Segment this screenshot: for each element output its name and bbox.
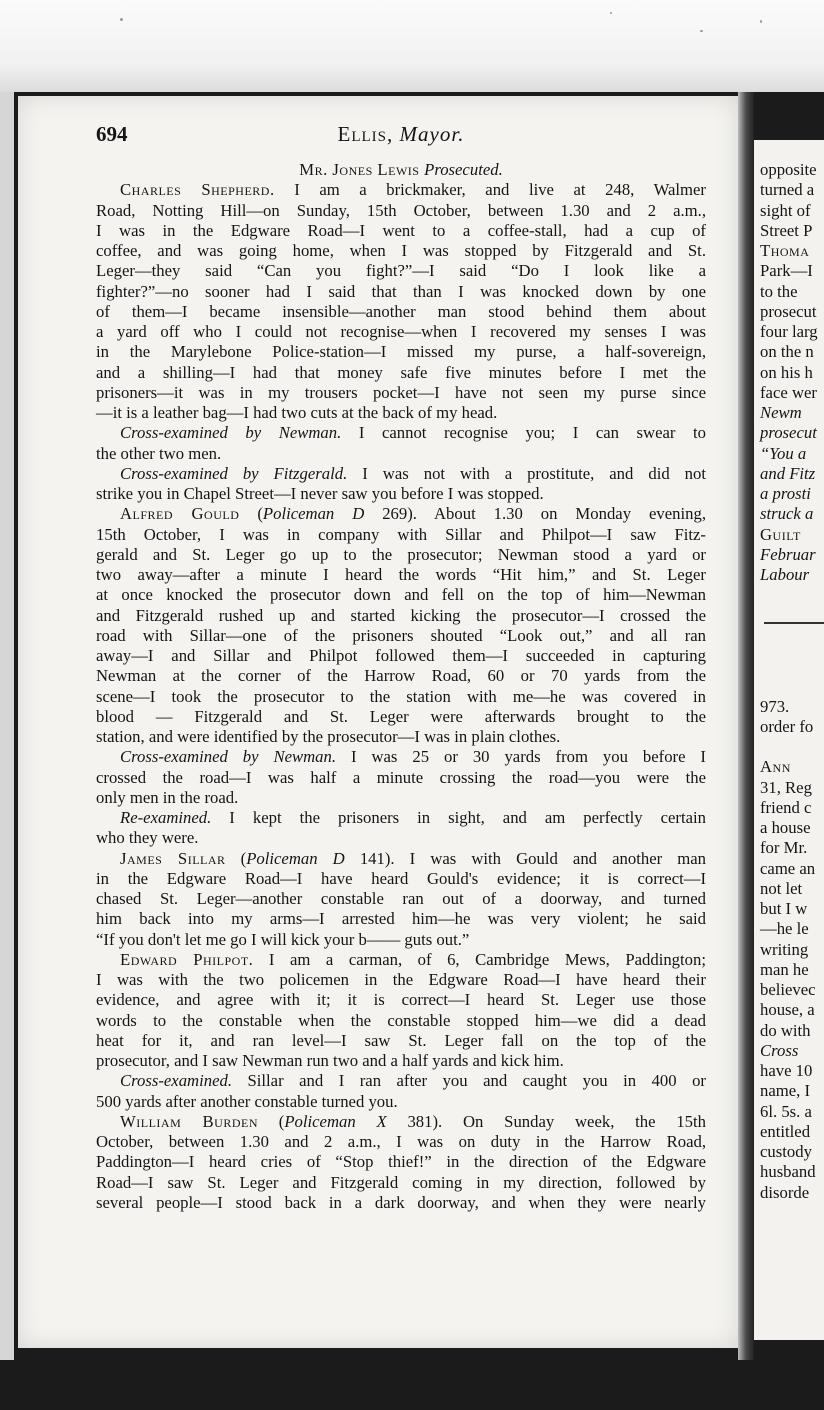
text-line bbox=[96, 646, 706, 666]
text-line bbox=[96, 342, 706, 362]
italic-text: Policeman X bbox=[284, 1111, 387, 1131]
text-line bbox=[96, 383, 706, 403]
text-line bbox=[96, 363, 706, 383]
italic-text: Cross-examined. bbox=[120, 1071, 233, 1091]
text-run: at once knocked the prosecutor down and fell on the top of him—Newman bbox=[96, 585, 706, 605]
text-line bbox=[96, 666, 706, 686]
text-run: —it is a leather bag—I had two cuts at the back of my head. bbox=[96, 403, 498, 422]
speaker-name: William Burden bbox=[120, 1111, 258, 1131]
facing-text-fragment: “You a bbox=[760, 443, 807, 463]
facing-text-fragment: Guilt bbox=[760, 524, 801, 544]
text-run: ( bbox=[225, 848, 247, 868]
facing-text-fragment: custody bbox=[760, 1142, 812, 1162]
text-line bbox=[96, 585, 706, 605]
text-run: the other two men. bbox=[96, 443, 222, 463]
text-run: fighter?”—no sooner had I said that than I was knocked down by one bbox=[96, 281, 706, 301]
text-line bbox=[96, 1193, 706, 1213]
italic-text: Cross-examined by Newman. bbox=[120, 747, 337, 767]
text-line bbox=[96, 403, 706, 423]
text-run: away—I and Sillar and Philpot followed them—I succeeded in capturing bbox=[96, 646, 706, 665]
text-line bbox=[96, 201, 706, 221]
facing-text-fragment: not let bbox=[760, 878, 803, 898]
text-line bbox=[96, 808, 706, 828]
facing-text-fragment: and Fitz bbox=[760, 463, 816, 483]
text-run: coffee, and was going home, when I was stopped by Fitzgerald and St. bbox=[96, 241, 706, 260]
text-line bbox=[96, 525, 706, 545]
text-run: crossed the road—I was half a minute crossing the road—you were the bbox=[96, 767, 706, 787]
text-line bbox=[96, 626, 706, 646]
facing-text-fragment: sight of bbox=[760, 200, 811, 220]
text-line bbox=[96, 970, 706, 990]
text-run: I was 25 or 30 yards from you before I bbox=[336, 747, 706, 767]
text-line bbox=[96, 849, 706, 869]
text-line bbox=[96, 1011, 706, 1031]
facing-text-fragment: entitled bbox=[760, 1121, 811, 1141]
text-run: of them—I became insensible—another man stood behind them about bbox=[96, 301, 706, 321]
text-run: a yard off who I could not recognise—when I recovered my senses I was bbox=[96, 322, 706, 341]
text-line bbox=[96, 747, 706, 767]
text-run: several people—I stood back in a dark doorway, and when they were nearly bbox=[96, 1192, 706, 1212]
text-line bbox=[96, 464, 706, 484]
text-run: Newman at the corner of the Harrow Road, 60 or 70 yards from the bbox=[96, 666, 706, 686]
facing-text-fragment: friend c bbox=[760, 797, 812, 817]
page-number: 694 bbox=[96, 122, 128, 146]
text-run: and a shilling—I had that money safe five minutes before I met the bbox=[96, 362, 706, 382]
speaker-name: Mr. Jones Lewis bbox=[299, 160, 425, 179]
text-run: 381). On Sunday week, the 15th bbox=[386, 1111, 707, 1131]
scan-speck bbox=[610, 12, 612, 14]
facing-text-fragment: do with bbox=[760, 1020, 811, 1040]
facing-text-fragment: 6l. 5s. a bbox=[760, 1101, 812, 1121]
text-run: evidence, and agree with it; it is correct—I heard St. Leger use those bbox=[96, 990, 706, 1010]
facing-text-fragment: believec bbox=[760, 980, 816, 1000]
text-run: Leger—they said “Can you fight?”—I said “Do I look like a bbox=[96, 261, 706, 281]
facing-text-fragment: on his h bbox=[760, 362, 813, 382]
facing-text-fragment: but I w bbox=[760, 899, 808, 919]
facing-text-fragment: order fo bbox=[760, 716, 814, 736]
scan-speck bbox=[700, 30, 703, 32]
facing-text-fragment: husband bbox=[760, 1162, 816, 1182]
text-run: chased St. Leger—another constable ran out of a doorway, and turned bbox=[96, 889, 706, 908]
facing-text-fragment: Thoma bbox=[760, 241, 810, 260]
text-line bbox=[96, 950, 706, 970]
text-line bbox=[96, 1051, 706, 1071]
running-title-role: Mayor. bbox=[399, 122, 465, 146]
speaker-name: James Sillar bbox=[120, 848, 226, 868]
text-run: who they were. bbox=[96, 828, 199, 848]
text-line bbox=[96, 1112, 706, 1132]
speaker-name: Alfred Gould bbox=[120, 504, 240, 524]
text-line bbox=[96, 504, 706, 524]
scan-speck bbox=[760, 20, 762, 23]
text-run: strike you in Chapel Street—I never saw you before I was stopped. bbox=[96, 484, 544, 503]
text-line bbox=[96, 302, 706, 322]
facing-text-fragment: Labour bbox=[760, 565, 810, 584]
italic-text: Policeman D bbox=[246, 848, 345, 868]
page-header bbox=[96, 122, 706, 148]
text-line bbox=[96, 889, 706, 909]
text-run: road with Sillar—one of the prisoners shouted “Look out,” and all ran bbox=[96, 625, 706, 645]
facing-text-fragment: man he bbox=[760, 959, 809, 979]
facing-text-fragment: for Mr. bbox=[760, 838, 808, 858]
text-run: I am a carman, of 6, Cambridge Mews, Paddington; bbox=[253, 949, 706, 969]
facing-text-fragment: Februar bbox=[760, 544, 816, 564]
text-run: I cannot recognise you; I can swear to bbox=[341, 423, 706, 443]
text-line bbox=[96, 423, 706, 443]
scan-speck bbox=[120, 18, 123, 21]
text-run: ( bbox=[257, 1111, 285, 1131]
facing-text-fragment: Cross bbox=[760, 1040, 799, 1060]
text-line bbox=[96, 160, 706, 180]
text-run: Paddington—I heard cries of “Stop thief!” in the direction of the Edgware bbox=[96, 1152, 706, 1172]
facing-text-fragment: came an bbox=[760, 858, 816, 878]
text-run: 269). About 1.30 on Monday evening, bbox=[364, 504, 706, 524]
book-gutter bbox=[738, 92, 754, 1382]
text-run: two away—after a minute I heard the words “Hit him,” and St. Leger bbox=[96, 565, 706, 584]
text-line bbox=[96, 727, 706, 747]
text-run: only men in the road. bbox=[96, 787, 239, 807]
facing-text-fragment: writing bbox=[760, 939, 809, 959]
text-run: 15th October, I was in company with Sillar and Philpot—I saw Fitz- bbox=[96, 524, 706, 544]
text-line bbox=[96, 221, 706, 241]
facing-text-fragment: a house bbox=[760, 818, 811, 838]
scan-bottom-band bbox=[0, 1360, 824, 1410]
text-run: I was not with a prostitute, and did not bbox=[347, 463, 706, 483]
text-run: October, between 1.30 and 2 a.m., I was on duty in the Harrow Road, bbox=[96, 1132, 706, 1151]
text-run: Road, Notting Hill—on Sunday, 15th October, between 1.30 and 2 a.m., bbox=[96, 200, 706, 220]
text-line bbox=[96, 241, 706, 261]
facing-text-fragment: a prosti bbox=[760, 484, 811, 503]
facing-text-fragment: struck a bbox=[760, 504, 814, 524]
text-line bbox=[96, 322, 706, 342]
facing-text-fragment: to the bbox=[760, 281, 798, 301]
text-run: heat for it, and ran level—I saw St. Leger fall on the top of the bbox=[96, 1030, 706, 1050]
running-title-name: Ellis, bbox=[337, 122, 394, 146]
text-run: Road—I saw St. Leger and Fitzgerald coming in my direction, followed by bbox=[96, 1172, 706, 1192]
text-run: 500 yards after another constable turned you. bbox=[96, 1091, 398, 1111]
text-line bbox=[96, 707, 706, 727]
facing-text-fragment: four larg bbox=[760, 322, 818, 341]
text-run: blood — Fitzgerald and St. Leger were afterwards brought to the bbox=[96, 706, 706, 726]
text-line bbox=[96, 565, 706, 585]
text-line bbox=[96, 282, 706, 302]
text-run: prisoners—it was in my trousers pocket—I have not seen my purse since bbox=[96, 382, 706, 402]
text-line bbox=[96, 909, 706, 929]
facing-text-fragment: prosecut bbox=[760, 301, 817, 321]
scan-top-margin bbox=[0, 0, 824, 92]
speaker-name: Edward Philpot. bbox=[120, 949, 254, 969]
italic-text: Cross-examined by Fitzgerald. bbox=[120, 463, 348, 483]
speaker-name: Charles Shepherd. bbox=[120, 180, 275, 200]
text-run: 141). I was with Gould and another man bbox=[344, 848, 706, 868]
text-line bbox=[96, 606, 706, 626]
text-line bbox=[96, 180, 706, 200]
text-run: prosecutor, and I saw Newman run two and a half yards and kick him. bbox=[96, 1051, 564, 1070]
italic-text: Re-examined. bbox=[120, 808, 212, 827]
text-line bbox=[96, 1092, 706, 1112]
facing-text-fragment: 973. bbox=[760, 696, 790, 716]
text-line bbox=[96, 484, 706, 504]
italic-text: Policeman D bbox=[262, 504, 365, 524]
running-title bbox=[96, 122, 706, 147]
facing-text-fragment: 31, Reg bbox=[760, 777, 812, 797]
facing-text-fragment: Park—I bbox=[760, 261, 813, 281]
facing-text-fragment: Street P bbox=[760, 220, 813, 240]
text-line bbox=[96, 1071, 706, 1091]
text-line bbox=[96, 1031, 706, 1051]
text-line bbox=[96, 687, 706, 707]
text-run: gerald and St. Leger go up to the prosecutor; Newman stood a yard or bbox=[96, 544, 706, 564]
facing-text-fragment: Ann bbox=[760, 757, 791, 777]
text-line bbox=[96, 869, 706, 889]
text-run: words to the constable when the constable stopped him—we did a dead bbox=[96, 1010, 706, 1030]
facing-text-fragment: turned a bbox=[760, 180, 815, 200]
text-run: I was with the two policemen in the Edgware Road—I have heard their bbox=[96, 970, 706, 989]
facing-text-fragment: disorde bbox=[760, 1182, 810, 1202]
facing-text-fragment: house, a bbox=[760, 1000, 815, 1020]
scan-left-edge bbox=[0, 92, 14, 1410]
text-run: ( bbox=[239, 504, 263, 524]
text-line bbox=[96, 788, 706, 808]
text-line bbox=[96, 545, 706, 565]
text-line bbox=[96, 930, 706, 950]
facing-text-fragment: have 10 bbox=[760, 1061, 813, 1081]
page-body-text bbox=[96, 160, 706, 1213]
text-line bbox=[96, 1173, 706, 1193]
facing-text-fragment: face wer bbox=[760, 382, 817, 402]
text-run: him back into my arms—I arrested him—he was very violent; he said bbox=[96, 909, 706, 929]
facing-text-fragment: name, I bbox=[760, 1081, 811, 1101]
italic-text: Cross-examined by Newman. bbox=[120, 423, 342, 443]
facing-text-fragment: Newm bbox=[760, 403, 802, 422]
text-line bbox=[96, 261, 706, 281]
facing-text-fragment: prosecut bbox=[760, 423, 817, 443]
text-line bbox=[96, 1152, 706, 1172]
facing-text-fragment: opposite bbox=[760, 160, 817, 179]
text-line bbox=[96, 1132, 706, 1152]
text-line bbox=[96, 828, 706, 848]
italic-text: Prosecuted. bbox=[424, 160, 503, 179]
text-run: scene—I took the prosecutor to the station with me—he was covered in bbox=[96, 686, 706, 706]
text-line bbox=[96, 444, 706, 464]
text-run: station, and were identified by the prosecutor—I was in plain clothes. bbox=[96, 727, 561, 746]
text-line bbox=[96, 990, 706, 1010]
text-run: in the Marylebone Police-station—I missed my purse, a half-sovereign, bbox=[96, 342, 706, 362]
text-run: and Fitzgerald rushed up and started kicking the prosecutor—I crossed the bbox=[96, 605, 706, 625]
text-run: “If you don't let me go I will kick your b—— guts out.” bbox=[96, 929, 470, 949]
text-run: I am a brickmaker, and live at 248, Walmer bbox=[274, 180, 706, 200]
section-rule bbox=[764, 622, 824, 624]
facing-text-fragment: —he le bbox=[760, 919, 809, 939]
text-run: in the Edgware Road—I have heard Gould's evidence; it is correct—I bbox=[96, 868, 706, 888]
text-line bbox=[96, 768, 706, 788]
text-run: I kept the prisoners in sight, and am perfectly certain bbox=[211, 808, 706, 827]
text-run: Sillar and I ran after you and caught you in 400 or bbox=[232, 1071, 706, 1091]
facing-text-fragment: on the n bbox=[760, 342, 814, 362]
text-run: I was in the Edgware Road—I went to a coffee-stall, had a cup of bbox=[96, 220, 706, 240]
